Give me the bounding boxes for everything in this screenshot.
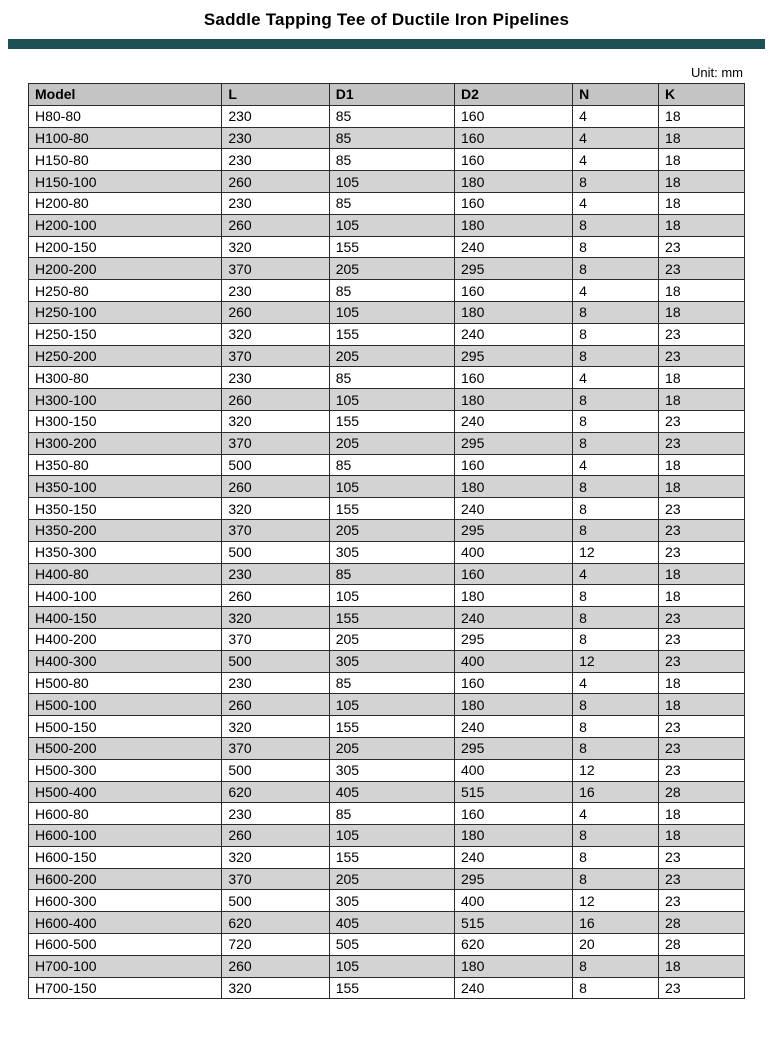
value-cell: 18 [659,367,745,389]
value-cell: 515 [455,781,573,803]
value-cell: 23 [659,258,745,280]
value-cell: 400 [455,541,573,563]
value-cell: 260 [222,171,329,193]
model-cell: H80-80 [29,105,222,127]
table-row [29,781,745,803]
value-cell: 260 [222,389,329,411]
value-cell: 8 [573,258,659,280]
value-cell: 23 [659,846,745,868]
model-cell: H350-80 [29,454,222,476]
value-cell: 295 [455,432,573,454]
value-cell: 240 [455,236,573,258]
value-cell: 4 [573,563,659,585]
value-cell: 8 [573,585,659,607]
value-cell: 28 [659,781,745,803]
value-cell: 370 [222,628,329,650]
model-cell: H600-400 [29,912,222,934]
table-row [29,432,745,454]
value-cell: 105 [329,585,454,607]
value-cell: 205 [329,628,454,650]
value-cell: 23 [659,345,745,367]
value-cell: 18 [659,672,745,694]
value-cell: 305 [329,759,454,781]
value-cell: 320 [222,716,329,738]
value-cell: 8 [573,846,659,868]
table-row [29,650,745,672]
value-cell: 8 [573,519,659,541]
value-cell: 18 [659,171,745,193]
value-cell: 205 [329,868,454,890]
value-cell: 230 [222,149,329,171]
value-cell: 205 [329,519,454,541]
model-cell: H600-500 [29,934,222,956]
value-cell: 4 [573,192,659,214]
value-cell: 8 [573,389,659,411]
value-cell: 18 [659,563,745,585]
model-cell: H600-150 [29,846,222,868]
table-row [29,389,745,411]
value-cell: 85 [329,672,454,694]
value-cell: 18 [659,585,745,607]
table-row [29,149,745,171]
value-cell: 500 [222,890,329,912]
value-cell: 8 [573,323,659,345]
model-cell: H300-80 [29,367,222,389]
value-cell: 370 [222,519,329,541]
value-cell: 8 [573,345,659,367]
value-cell: 8 [573,214,659,236]
value-cell: 8 [573,628,659,650]
value-cell: 260 [222,301,329,323]
model-cell: H700-100 [29,955,222,977]
value-cell: 500 [222,454,329,476]
value-cell: 205 [329,737,454,759]
value-cell: 8 [573,955,659,977]
value-cell: 155 [329,607,454,629]
value-cell: 20 [573,934,659,956]
table-row [29,280,745,302]
value-cell: 320 [222,410,329,432]
value-cell: 105 [329,476,454,498]
value-cell: 320 [222,977,329,999]
value-cell: 4 [573,454,659,476]
value-cell: 8 [573,977,659,999]
value-cell: 4 [573,367,659,389]
column-header-d2: D2 [455,84,573,106]
model-cell: H600-300 [29,890,222,912]
value-cell: 23 [659,236,745,258]
value-cell: 400 [455,890,573,912]
value-cell: 260 [222,825,329,847]
value-cell: 240 [455,498,573,520]
value-cell: 85 [329,803,454,825]
model-cell: H500-400 [29,781,222,803]
value-cell: 240 [455,977,573,999]
value-cell: 85 [329,192,454,214]
model-cell: H150-100 [29,171,222,193]
value-cell: 105 [329,389,454,411]
value-cell: 260 [222,214,329,236]
value-cell: 180 [455,171,573,193]
value-cell: 320 [222,323,329,345]
value-cell: 160 [455,149,573,171]
value-cell: 12 [573,759,659,781]
value-cell: 240 [455,846,573,868]
value-cell: 230 [222,367,329,389]
value-cell: 8 [573,498,659,520]
model-cell: H600-100 [29,825,222,847]
value-cell: 23 [659,759,745,781]
table-row [29,563,745,585]
value-cell: 4 [573,127,659,149]
value-cell: 180 [455,214,573,236]
value-cell: 23 [659,650,745,672]
value-cell: 23 [659,519,745,541]
table-row [29,825,745,847]
model-cell: H300-200 [29,432,222,454]
value-cell: 295 [455,345,573,367]
value-cell: 370 [222,432,329,454]
value-cell: 16 [573,781,659,803]
value-cell: 85 [329,127,454,149]
value-cell: 155 [329,498,454,520]
value-cell: 23 [659,432,745,454]
table-row [29,301,745,323]
value-cell: 260 [222,476,329,498]
value-cell: 28 [659,934,745,956]
value-cell: 180 [455,825,573,847]
value-cell: 18 [659,214,745,236]
model-cell: H200-200 [29,258,222,280]
value-cell: 8 [573,236,659,258]
model-cell: H300-150 [29,410,222,432]
value-cell: 295 [455,258,573,280]
value-cell: 12 [573,890,659,912]
value-cell: 230 [222,803,329,825]
model-cell: H250-100 [29,301,222,323]
value-cell: 370 [222,258,329,280]
column-header-n: N [573,84,659,106]
value-cell: 205 [329,432,454,454]
table-row [29,127,745,149]
value-cell: 105 [329,214,454,236]
value-cell: 105 [329,301,454,323]
value-cell: 28 [659,912,745,934]
value-cell: 23 [659,737,745,759]
table-row [29,585,745,607]
value-cell: 180 [455,955,573,977]
table-row [29,955,745,977]
table-row [29,541,745,563]
value-cell: 620 [222,781,329,803]
value-cell: 18 [659,955,745,977]
value-cell: 500 [222,650,329,672]
table-row [29,912,745,934]
value-cell: 18 [659,149,745,171]
table-row [29,519,745,541]
value-cell: 305 [329,650,454,672]
value-cell: 160 [455,127,573,149]
value-cell: 620 [455,934,573,956]
table-row [29,476,745,498]
value-cell: 240 [455,410,573,432]
model-cell: H350-100 [29,476,222,498]
value-cell: 8 [573,410,659,432]
value-cell: 160 [455,192,573,214]
value-cell: 155 [329,716,454,738]
value-cell: 4 [573,105,659,127]
value-cell: 320 [222,846,329,868]
value-cell: 180 [455,585,573,607]
model-cell: H400-150 [29,607,222,629]
value-cell: 8 [573,825,659,847]
value-cell: 23 [659,628,745,650]
model-cell: H350-200 [29,519,222,541]
value-cell: 205 [329,258,454,280]
value-cell: 105 [329,171,454,193]
value-cell: 305 [329,890,454,912]
value-cell: 12 [573,650,659,672]
value-cell: 4 [573,672,659,694]
table-row [29,171,745,193]
value-cell: 8 [573,607,659,629]
value-cell: 23 [659,607,745,629]
table-row [29,345,745,367]
value-cell: 295 [455,519,573,541]
table-row [29,628,745,650]
model-cell: H400-200 [29,628,222,650]
model-cell: H500-80 [29,672,222,694]
table-row [29,977,745,999]
value-cell: 8 [573,868,659,890]
value-cell: 405 [329,781,454,803]
value-cell: 155 [329,410,454,432]
value-cell: 8 [573,694,659,716]
model-cell: H500-150 [29,716,222,738]
value-cell: 105 [329,825,454,847]
model-cell: H150-80 [29,149,222,171]
model-cell: H400-80 [29,563,222,585]
model-cell: H250-80 [29,280,222,302]
value-cell: 160 [455,105,573,127]
value-cell: 320 [222,236,329,258]
value-cell: 240 [455,323,573,345]
model-cell: H100-80 [29,127,222,149]
spec-table [28,83,745,999]
table-row [29,737,745,759]
model-cell: H200-150 [29,236,222,258]
value-cell: 85 [329,105,454,127]
column-header-k: K [659,84,745,106]
value-cell: 515 [455,912,573,934]
value-cell: 230 [222,672,329,694]
model-cell: H400-300 [29,650,222,672]
table-row [29,716,745,738]
value-cell: 240 [455,607,573,629]
value-cell: 155 [329,236,454,258]
table-row [29,803,745,825]
value-cell: 260 [222,694,329,716]
table-row [29,192,745,214]
value-cell: 160 [455,803,573,825]
value-cell: 160 [455,367,573,389]
value-cell: 295 [455,737,573,759]
value-cell: 500 [222,541,329,563]
value-cell: 8 [573,432,659,454]
value-cell: 230 [222,127,329,149]
model-cell: H300-100 [29,389,222,411]
table-row [29,323,745,345]
value-cell: 23 [659,541,745,563]
value-cell: 105 [329,694,454,716]
model-cell: H500-300 [29,759,222,781]
table-body [29,105,745,999]
value-cell: 85 [329,280,454,302]
value-cell: 18 [659,476,745,498]
value-cell: 4 [573,149,659,171]
value-cell: 23 [659,868,745,890]
table-row [29,868,745,890]
column-header-l: L [222,84,329,106]
value-cell: 18 [659,454,745,476]
value-cell: 18 [659,192,745,214]
value-cell: 85 [329,454,454,476]
value-cell: 160 [455,280,573,302]
value-cell: 400 [455,650,573,672]
table-row [29,214,745,236]
value-cell: 505 [329,934,454,956]
value-cell: 155 [329,323,454,345]
value-cell: 8 [573,716,659,738]
model-cell: H200-100 [29,214,222,236]
value-cell: 370 [222,345,329,367]
model-cell: H250-150 [29,323,222,345]
table-row [29,410,745,432]
value-cell: 260 [222,585,329,607]
value-cell: 160 [455,672,573,694]
value-cell: 305 [329,541,454,563]
model-cell: H250-200 [29,345,222,367]
value-cell: 405 [329,912,454,934]
value-cell: 500 [222,759,329,781]
value-cell: 180 [455,389,573,411]
table-row [29,454,745,476]
value-cell: 4 [573,280,659,302]
value-cell: 8 [573,737,659,759]
table-row [29,236,745,258]
model-cell: H600-200 [29,868,222,890]
value-cell: 180 [455,476,573,498]
divider-bar [8,39,765,49]
value-cell: 260 [222,955,329,977]
model-cell: H350-300 [29,541,222,563]
value-cell: 23 [659,323,745,345]
model-cell: H500-100 [29,694,222,716]
value-cell: 85 [329,563,454,585]
value-cell: 18 [659,694,745,716]
value-cell: 85 [329,149,454,171]
column-header-d1: D1 [329,84,454,106]
column-header-model: Model [29,84,222,106]
table-row [29,258,745,280]
value-cell: 18 [659,301,745,323]
unit-label: Unit: mm [691,65,743,80]
value-cell: 155 [329,977,454,999]
model-cell: H500-200 [29,737,222,759]
model-cell: H600-80 [29,803,222,825]
value-cell: 295 [455,868,573,890]
table-row [29,759,745,781]
page-title: Saddle Tapping Tee of Ductile Iron Pipelines [203,10,570,29]
value-cell: 18 [659,127,745,149]
value-cell: 295 [455,628,573,650]
value-cell: 105 [329,955,454,977]
table-row [29,607,745,629]
model-cell: H200-80 [29,192,222,214]
value-cell: 230 [222,192,329,214]
value-cell: 720 [222,934,329,956]
table-header-row [29,84,745,106]
value-cell: 8 [573,476,659,498]
value-cell: 18 [659,803,745,825]
value-cell: 370 [222,868,329,890]
table-row [29,105,745,127]
value-cell: 320 [222,498,329,520]
table-row [29,890,745,912]
value-cell: 230 [222,563,329,585]
value-cell: 23 [659,977,745,999]
value-cell: 23 [659,498,745,520]
value-cell: 18 [659,825,745,847]
value-cell: 23 [659,410,745,432]
value-cell: 18 [659,280,745,302]
value-cell: 23 [659,890,745,912]
value-cell: 12 [573,541,659,563]
value-cell: 18 [659,389,745,411]
table-row [29,694,745,716]
value-cell: 180 [455,694,573,716]
value-cell: 8 [573,301,659,323]
value-cell: 155 [329,846,454,868]
value-cell: 160 [455,563,573,585]
value-cell: 230 [222,105,329,127]
value-cell: 160 [455,454,573,476]
model-cell: H350-150 [29,498,222,520]
value-cell: 370 [222,737,329,759]
value-cell: 4 [573,803,659,825]
value-cell: 205 [329,345,454,367]
value-cell: 620 [222,912,329,934]
table-row [29,498,745,520]
value-cell: 16 [573,912,659,934]
value-cell: 240 [455,716,573,738]
value-cell: 180 [455,301,573,323]
table-row [29,934,745,956]
value-cell: 400 [455,759,573,781]
value-cell: 18 [659,105,745,127]
table-row [29,846,745,868]
value-cell: 23 [659,716,745,738]
value-cell: 320 [222,607,329,629]
model-cell: H700-150 [29,977,222,999]
value-cell: 230 [222,280,329,302]
value-cell: 85 [329,367,454,389]
value-cell: 8 [573,171,659,193]
model-cell: H400-100 [29,585,222,607]
table-row [29,672,745,694]
table-row [29,367,745,389]
